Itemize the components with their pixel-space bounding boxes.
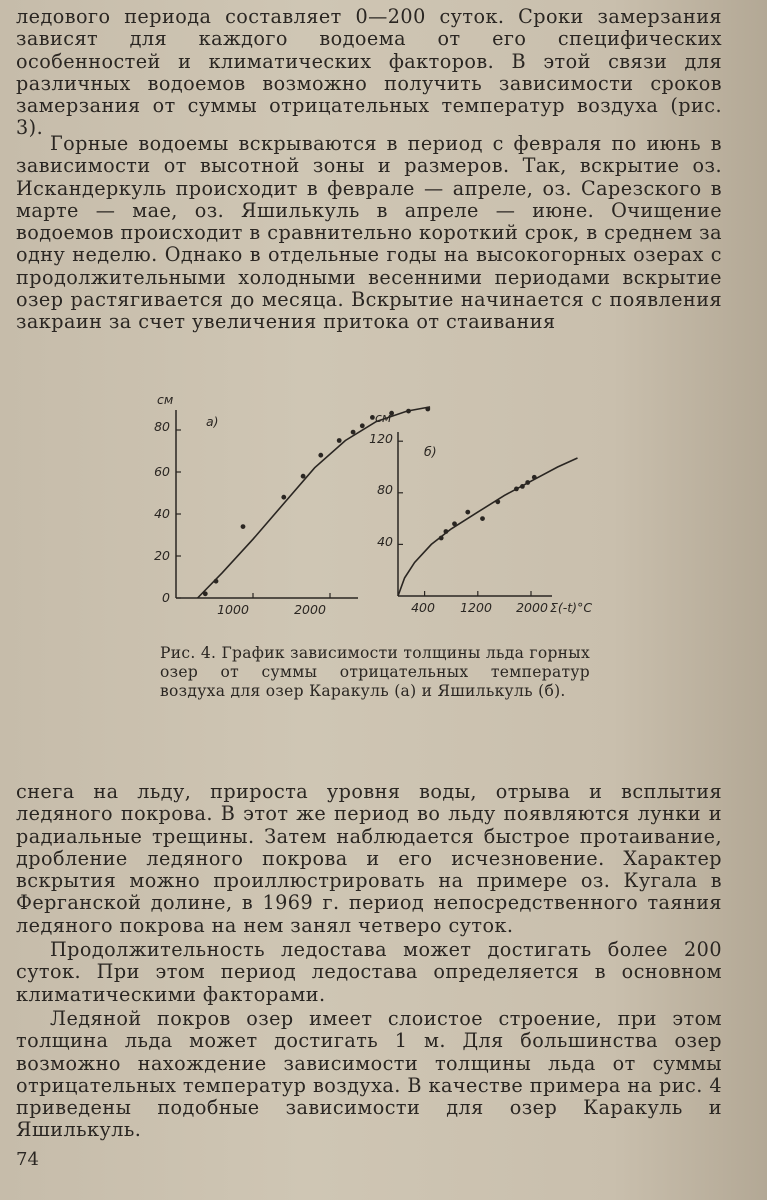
data-point bbox=[444, 529, 449, 534]
y-tick-label: 120 bbox=[369, 431, 393, 446]
axis-ticks bbox=[398, 441, 531, 596]
y-axis-label: см bbox=[157, 392, 174, 407]
paragraph-text: Продолжительность ледостава может достигать более 200 суток. При этом период ледостава определяется в основном климатическими факторами. bbox=[16, 938, 722, 1006]
axis-ticks bbox=[176, 430, 330, 598]
data-point bbox=[360, 423, 365, 428]
data-point bbox=[495, 499, 500, 504]
x-tick-label: 1200 bbox=[460, 600, 492, 615]
data-point bbox=[203, 591, 208, 596]
x-axis-label: Σ(-t)°C bbox=[550, 600, 593, 615]
y-tick-label: 40 bbox=[377, 534, 393, 549]
body-paragraph: снега на льду, прироста уровня воды, отрыва и всплытия ледяного покрова. В этот же период во льду появляются лунки и радиальные трещины. Затем наблюдается быстрое протаивание, дробление ледяного покрова и его исчезновение. Характер вскрытия можно проиллюстрировать на примере оз. Кугала в Ферганской долине, в 1969 г. период непосредственного таяния ледяного покрова на нем занял четверо суток. bbox=[16, 780, 722, 937]
body-paragraph bbox=[16, 1008, 722, 1142]
panel-label: б) bbox=[424, 444, 437, 459]
chart-panel-b bbox=[369, 410, 592, 615]
x-tick-label: 1000 bbox=[217, 602, 249, 617]
x-tick-label: 400 bbox=[411, 600, 435, 615]
paragraph-text: Горные водоемы вскрываются в период с февраля по июнь в зависимости от высотной зоны и размеров. Так, вскрытие оз. Искандеркуль происходит в феврале — апреле, оз. Сарезского в марте — мае, оз. Яшилькуль в апреле — июне. Очищение водоемов происходит в сравнительно короткий срок, в среднем за одну неделю. Однако в отдельные годы на высокогорных озерах с продолжительными холодными весенними периодами вскрытие озер растягивается до месяца. Вскрытие начинается с появления закраин за счет увеличения притока от стаивания bbox=[16, 132, 722, 334]
data-point bbox=[514, 487, 519, 492]
data-point bbox=[425, 407, 430, 412]
data-point bbox=[318, 453, 323, 458]
figure-caption: Рис. 4. График зависимости толщины льда горных озер от суммы отрицательных температур воздуха для озер Каракуль (а) и Яшилькуль (б). bbox=[160, 644, 590, 700]
page-number: 74 bbox=[16, 1149, 39, 1170]
y-tick-label: 20 bbox=[154, 548, 170, 563]
data-points bbox=[439, 475, 537, 540]
body-paragraph: ледового периода составляет 0—200 суток. Сроки замерзания зависят для каждого водоема от его специфических особенностей и климатических факторов. В этой связи для различных водоемов возможно получить зависимости сроков замерзания от суммы отрицательных температур воздуха (рис. 3). bbox=[16, 5, 722, 140]
data-point bbox=[241, 524, 246, 529]
y-tick-labels bbox=[154, 419, 170, 605]
data-points bbox=[203, 407, 430, 597]
y-tick-label: 40 bbox=[154, 506, 170, 521]
paragraph-text: Ледяной покров озер имеет слоистое строение, при этом толщина льда может достигать 1 м. Для большинства озер возможно нахождение зависимости толщины льда от суммы отрицательных температур воздуха. В качестве примера на рис. 4 приведены подобные зависимости для озер Каракуль и Яшилькуль. bbox=[16, 1007, 722, 1142]
data-point bbox=[532, 475, 537, 480]
data-point bbox=[525, 480, 530, 485]
data-point bbox=[351, 430, 356, 435]
data-point bbox=[439, 536, 444, 541]
chart-panel-a bbox=[154, 392, 430, 617]
panel-label: а) bbox=[206, 414, 219, 429]
y-tick-label: 80 bbox=[377, 482, 393, 497]
data-point bbox=[337, 438, 342, 443]
fit-curve bbox=[398, 458, 578, 596]
data-point bbox=[406, 409, 411, 414]
data-point bbox=[452, 521, 457, 526]
y-tick-label: 60 bbox=[154, 464, 170, 479]
x-tick-label: 2000 bbox=[294, 602, 326, 617]
data-point bbox=[214, 579, 219, 584]
fit-curve bbox=[198, 407, 431, 598]
y-tick-label: 80 bbox=[154, 419, 170, 434]
data-point bbox=[480, 516, 485, 521]
data-point bbox=[465, 510, 470, 515]
y-tick-label: 0 bbox=[162, 590, 170, 605]
data-point bbox=[301, 474, 306, 479]
y-axis-label: см bbox=[375, 410, 392, 425]
x-tick-label: 2000 bbox=[516, 600, 548, 615]
body-paragraph bbox=[16, 939, 722, 1006]
data-point bbox=[281, 495, 286, 500]
data-point bbox=[520, 484, 525, 489]
